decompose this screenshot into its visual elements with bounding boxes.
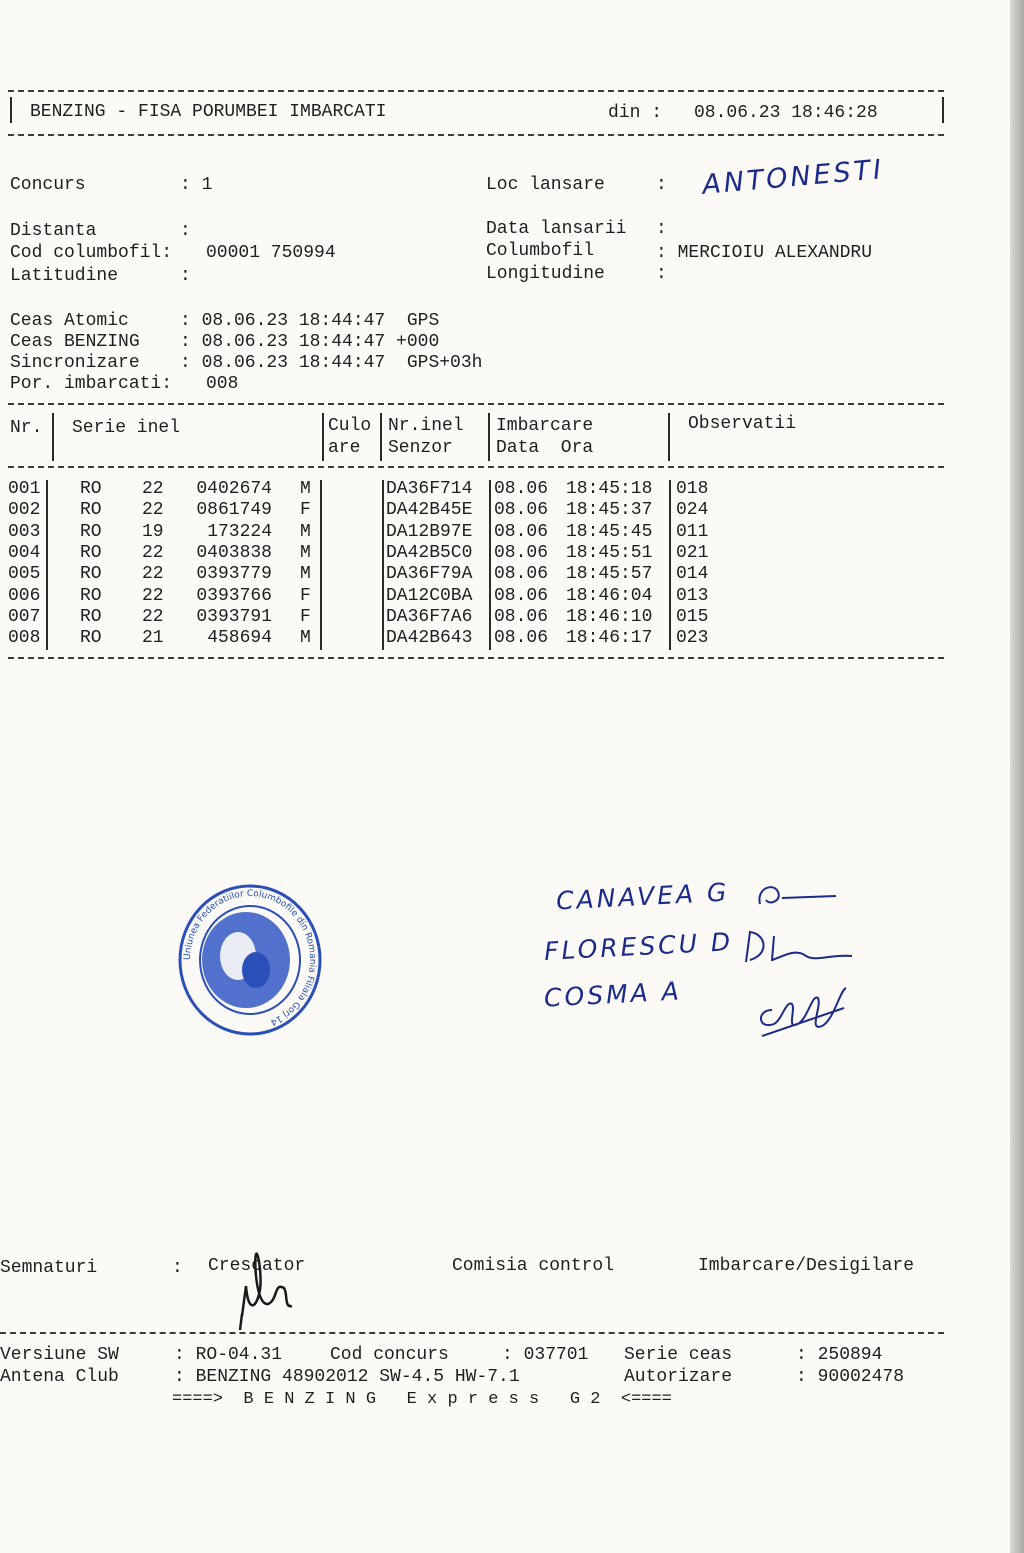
cell-senzor: DA36F79A (386, 564, 473, 585)
cell-tara: RO (80, 500, 102, 521)
handwritten-name-3: COSMA A (543, 976, 683, 1013)
cell-serie: 0393791 (196, 606, 272, 627)
cell-obs: 024 (676, 500, 709, 521)
latitudine-label: Latitudine (10, 266, 119, 286)
stamp-text: Uniunea Federatiilor Columbofile din Romania Filiala Gorj 14 (182, 888, 318, 1027)
cell-ora: 18:46:17 (566, 628, 653, 649)
cell-ora: 18:45:37 (566, 500, 653, 521)
cell-data: 08.06 (494, 500, 549, 521)
antena-club-value: : BENZING 48902012 SW-4.5 HW-7.1 (174, 1367, 520, 1387)
cell-data: 08.06 (494, 585, 549, 606)
sincronizare-value: : 08.06.23 18:44:47 GPS+03h (180, 353, 483, 373)
document-title: BENZING - FISA PORUMBEI IMBARCATI (30, 102, 387, 122)
concurs-label: Concurs (10, 175, 86, 195)
sincronizare-label: Sincronizare (10, 353, 140, 373)
cell-senzor: DA42B643 (386, 628, 473, 649)
ceas-benzing-label: Ceas BENZING (10, 332, 140, 352)
cell-data: 08.06 (494, 521, 549, 542)
cell-ora: 18:45:18 (566, 479, 653, 499)
latitudine-value: : (180, 266, 191, 286)
table-bottom-rule (8, 657, 944, 659)
cell-obs: 013 (676, 585, 709, 606)
handwritten-signature-2 (740, 926, 860, 970)
cell-sex: M (300, 628, 311, 649)
serie-ceas-value: : 250894 (796, 1345, 883, 1365)
header-left-bar (10, 97, 12, 123)
cell-senzor: DA36F7A6 (386, 606, 473, 627)
benzing-express-banner: ====> B E N Z I N G E x p r e s s G 2 <==== (172, 1390, 672, 1409)
cod-concurs-value: : 037701 (502, 1345, 589, 1365)
table-row (8, 543, 728, 564)
cod-columbofil-label: Cod columbofil: (10, 243, 173, 263)
data-lansarii-label: Data lansarii (486, 219, 627, 239)
header-imbarcare: Imbarcare (496, 416, 594, 436)
cell-ora: 18:45:57 (566, 564, 653, 585)
header-senzor: Senzor (388, 438, 453, 458)
cell-serie: 0402674 (196, 479, 272, 499)
cell-sex: F (300, 500, 311, 521)
cell-obs: 018 (676, 479, 709, 499)
cell-nr: 001 (8, 479, 41, 499)
cell-obs: 023 (676, 628, 709, 649)
cell-an: 22 (142, 500, 164, 521)
columbofil-value: : MERCIOIU ALEXANDRU (656, 243, 873, 263)
col-sep-culoare (380, 413, 382, 461)
table-row (8, 586, 728, 607)
cod-columbofil-value: 00001 750994 (206, 243, 336, 263)
cell-tara: RO (80, 585, 102, 606)
table-row (8, 564, 728, 585)
versiune-sw-label: Versiune SW (0, 1345, 119, 1365)
cell-tara: RO (80, 521, 102, 542)
cell-senzor: DA12C0BA (386, 585, 473, 606)
header-observatii: Observatii (688, 414, 797, 434)
print-date-label: din : (608, 103, 663, 123)
cell-an: 22 (142, 542, 164, 563)
porumbei-imbarcati-label: Por. imbarcati: (10, 374, 173, 394)
cell-an: 22 (142, 564, 164, 585)
cell-senzor: DA42B5C0 (386, 542, 473, 563)
cell-serie: 173224 (207, 521, 272, 542)
cell-nr: 008 (8, 628, 41, 649)
longitudine-value: : (656, 264, 667, 284)
autorizare-label: Autorizare (624, 1367, 733, 1387)
cell-serie: 0403838 (196, 542, 272, 563)
cell-obs: 014 (676, 564, 709, 585)
cell-nr: 003 (8, 521, 41, 542)
cell-sex: F (300, 606, 311, 627)
cell-an: 21 (142, 628, 164, 649)
col-sep-nr (52, 413, 54, 461)
cell-data: 08.06 (494, 564, 549, 585)
cell-data: 08.06 (494, 606, 549, 627)
cell-tara: RO (80, 479, 102, 499)
cell-nr: 002 (8, 500, 41, 521)
header-nr-inel: Nr.inel (388, 416, 464, 436)
imbarcare-desigilare-label: Imbarcare/Desigilare (698, 1256, 915, 1276)
cell-tara: RO (80, 542, 102, 563)
concurs-value: : 1 (180, 175, 213, 195)
cell-senzor: DA42B45E (386, 500, 473, 521)
footer-rule (0, 1332, 944, 1334)
cell-sex: M (300, 521, 311, 542)
ceas-atomic-label: Ceas Atomic (10, 311, 129, 331)
versiune-sw-value: : RO-04.31 (174, 1345, 283, 1365)
ceas-benzing-value: : 08.06.23 18:44:47 +000 (180, 332, 440, 352)
cell-serie: 458694 (207, 628, 272, 649)
cell-an: 22 (142, 585, 164, 606)
cell-sex: F (300, 585, 311, 606)
loc-lansare-label: Loc lansare (486, 175, 605, 195)
crescator-label: Crescator (208, 1256, 306, 1276)
cell-sex: M (300, 479, 311, 499)
cell-data: 08.06 (494, 542, 549, 563)
cell-ora: 18:46:10 (566, 606, 653, 627)
table-row (8, 522, 728, 543)
col-sep-serie (322, 413, 324, 461)
header-nr: Nr. (10, 418, 43, 438)
table-top-rule (8, 403, 944, 405)
cell-data: 08.06 (494, 479, 549, 499)
cell-ora: 18:46:04 (566, 585, 653, 606)
table-header-rule (8, 466, 944, 468)
distanta-value: : (180, 221, 191, 241)
columbofil-label: Columbofil (486, 241, 595, 261)
cell-senzor: DA36F714 (386, 479, 473, 499)
cell-an: 22 (142, 606, 164, 627)
header-data-ora: Data Ora (496, 438, 594, 458)
distanta-label: Distanta (10, 221, 97, 241)
cell-nr: 006 (8, 585, 41, 606)
cell-ora: 18:45:51 (566, 542, 653, 563)
table-row (8, 628, 728, 649)
header-serie-inel: Serie inel (72, 418, 181, 438)
table-row (8, 500, 728, 521)
loc-lansare-sep: : (656, 175, 667, 195)
header-culoare-2: are (328, 438, 361, 458)
semnaturi-label: Semnaturi (0, 1258, 98, 1278)
autorizare-value: : 90002478 (796, 1367, 905, 1387)
cell-data: 08.06 (494, 628, 549, 649)
antena-club-label: Antena Club (0, 1367, 119, 1387)
header-top-rule (8, 90, 944, 92)
handwritten-signature-3 (752, 980, 852, 1044)
print-date-value: 08.06.23 18:46:28 (694, 103, 878, 123)
porumbei-imbarcati-value: 008 (206, 374, 239, 394)
cell-obs: 021 (676, 542, 709, 563)
ceas-atomic-value: : 08.06.23 18:44:47 GPS (180, 311, 440, 331)
cell-an: 19 (142, 521, 164, 542)
header-right-bar (942, 97, 944, 123)
handwritten-name-2: FLORESCU D (543, 927, 734, 966)
loc-lansare-handwritten: ANTONESTI (700, 154, 886, 201)
cell-obs: 011 (676, 521, 709, 542)
header-bottom-rule (8, 134, 944, 136)
cell-senzor: DA12B97E (386, 521, 473, 542)
semnaturi-sep: : (172, 1258, 183, 1278)
cell-serie: 0861749 (196, 500, 272, 521)
handwritten-name-1: CANAVEA G (555, 877, 731, 916)
club-stamp (176, 880, 324, 1040)
longitudine-label: Longitudine (486, 264, 605, 284)
page-edge-shadow (1010, 0, 1024, 1553)
col-sep-senzor (488, 413, 490, 461)
cell-tara: RO (80, 606, 102, 627)
cell-tara: RO (80, 564, 102, 585)
comisia-control-label: Comisia control (452, 1256, 615, 1276)
cell-an: 22 (142, 479, 164, 499)
handwritten-signature-1 (752, 878, 842, 914)
cell-obs: 015 (676, 606, 709, 627)
cell-nr: 004 (8, 542, 41, 563)
cell-ora: 18:45:45 (566, 521, 653, 542)
cell-nr: 005 (8, 564, 41, 585)
cell-serie: 0393766 (196, 585, 272, 606)
col-sep-imbarcare (668, 413, 670, 461)
table-row (8, 607, 728, 628)
cod-concurs-label: Cod concurs (330, 1345, 449, 1365)
header-culoare-1: Culo (328, 416, 372, 436)
cell-serie: 0393779 (196, 564, 272, 585)
cell-sex: M (300, 542, 311, 563)
serie-ceas-label: Serie ceas (624, 1345, 733, 1365)
cell-nr: 007 (8, 606, 41, 627)
cell-sex: M (300, 564, 311, 585)
crescator-signature (226, 1246, 306, 1336)
table-row (8, 479, 728, 500)
data-lansarii-value: : (656, 219, 667, 239)
cell-tara: RO (80, 628, 102, 649)
